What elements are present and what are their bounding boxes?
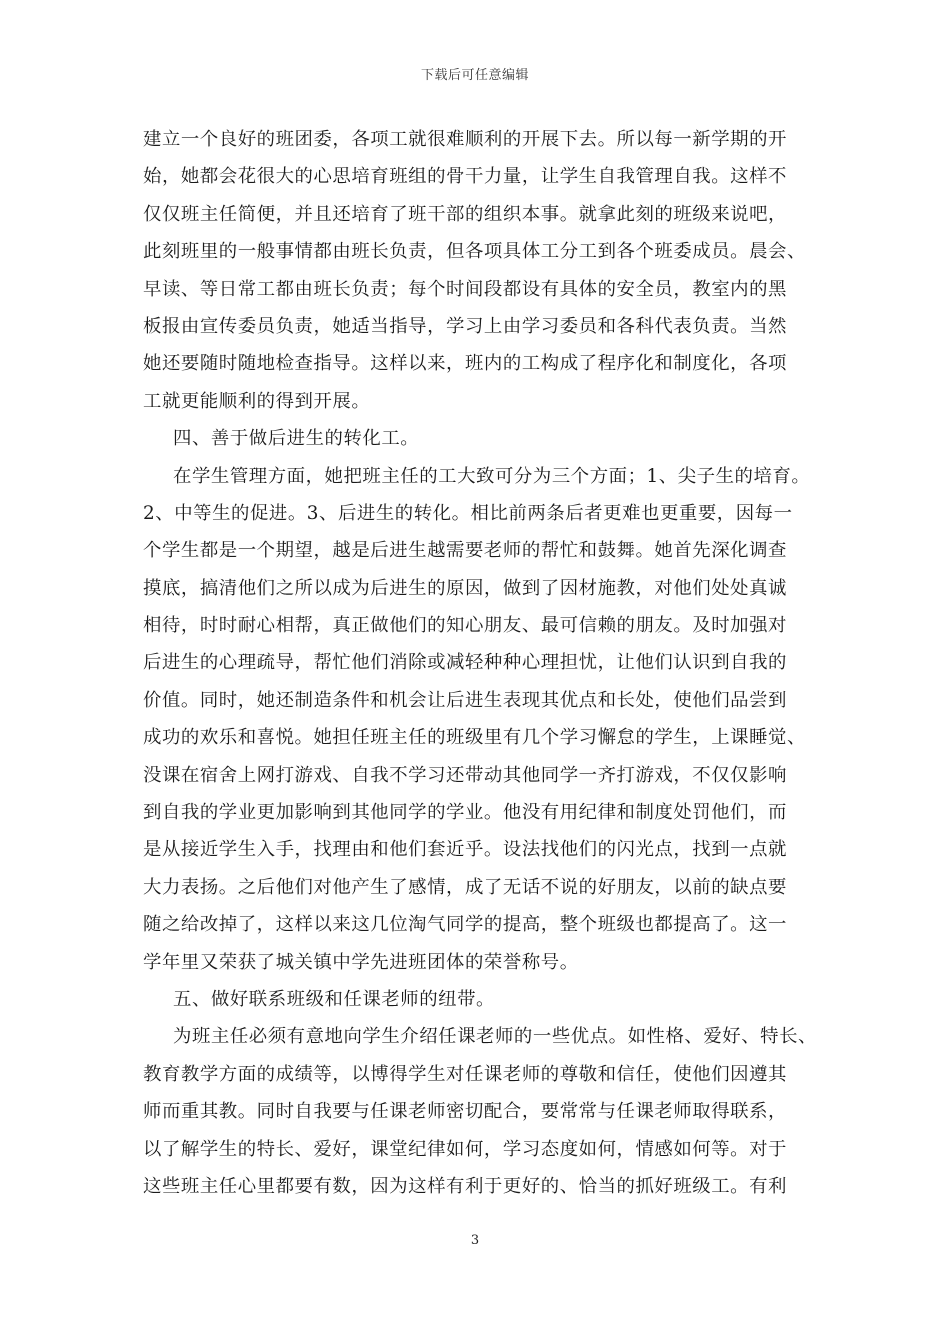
text-line: 随之给改掉了，这样以来这几位淘气同学的提高，整个班级也都提高了。这一: [143, 914, 787, 936]
section-heading: 四、善于做后进生的转化工。: [173, 428, 420, 450]
text-line: 以了解学生的特长、爱好，课堂纪律如何，学习态度如何，情感如何等。对于: [143, 1138, 787, 1160]
text-line: 相待，时时耐心相帮，真正做他们的知心朋友、最可信赖的朋友。及时加强对: [143, 615, 787, 637]
paragraph-start: 为班主任必须有意地向学生介绍任课老师的一些优点。如性格、爱好、特长、: [173, 1026, 817, 1048]
text-line: 没课在宿舍上网打游戏、自我不学习还带动其他同学一齐打游戏，不仅仅影响: [143, 764, 787, 786]
text-line: 仅仅班主任简便，并且还培育了班干部的组织本事。就拿此刻的班级来说吧，: [143, 203, 787, 225]
text-line: 到自我的学业更加影响到其他同学的学业。他没有用纪律和制度处罚他们，而: [143, 802, 787, 824]
text-line: 是从接近学生入手，找理由和他们套近乎。设法找他们的闪光点，找到一点就: [143, 839, 787, 861]
text-line: 个学生都是一个期望，越是后进生越需要老师的帮忙和鼓舞。她首先深化调查: [143, 540, 787, 562]
text-line: 这些班主任心里都要有数，因为这样有利于更好的、恰当的抓好班级工。有利: [143, 1175, 787, 1197]
text-line: 此刻班里的一般事情都由班长负责，但各项具体工分工到各个班委成员。晨会、: [143, 241, 806, 263]
paragraph-start: 在学生管理方面，她把班主任的工大致可分为三个方面；1、尖子生的培育。: [173, 465, 811, 487]
text-line: 她还要随时随地检查指导。这样以来，班内的工构成了程序化和制度化，各项: [143, 353, 787, 375]
page-header: 下载后可任意编辑: [420, 68, 529, 83]
text-line: 建立一个良好的班团委，各项工就很难顺利的开展下去。所以每一新学期的开: [143, 129, 787, 150]
text-line: 后进生的心理疏导，帮忙他们消除或减轻种种心理担忧，让他们认识到自我的: [143, 652, 787, 674]
text-line: 教育教学方面的成绩等，以博得学生对任课老师的尊敬和信任，使他们因遵其: [143, 1063, 787, 1085]
text-line: 始，她都会花很大的心思培育班组的骨干力量，让学生自我管理自我。这样不: [143, 166, 787, 188]
text-line: 板报由宣传委员负责，她适当指导，学习上由学习委员和各科代表负责。当然: [143, 315, 787, 337]
section-heading: 五、做好联系班级和任课老师的纽带。: [173, 988, 495, 1010]
text-line: 工就更能顺利的得到开展。: [143, 390, 371, 412]
text-line: 学年里又荣获了城关镇中学先进班团体的荣誉称号。: [143, 951, 579, 973]
text-line: 大力表扬。之后他们对他产生了感情，成了无话不说的好朋友，以前的缺点要: [143, 876, 787, 898]
text-line: 成功的欢乐和喜悦。她担任班主任的班级里有几个学习懈怠的学生，上课睡觉、: [143, 727, 806, 749]
text-line: 早读、等日常工都由班长负责；每个时间段都设有具体的安全员，教室内的黑: [143, 278, 787, 300]
page-number: 3: [470, 1233, 480, 1248]
text-line: 价值。同时，她还制造条件和机会让后进生表现其优点和长处，使他们品尝到: [143, 689, 787, 711]
text-line: 2、中等生的促进。3、后进生的转化。相比前两条后者更难也更重要，因每一: [143, 502, 793, 524]
text-line: 摸底，搞清他们之所以成为后进生的原因，做到了因材施教，对他们处处真诚: [143, 577, 787, 599]
document-body: [143, 121, 817, 1205]
text-line: 师而重其教。同时自我要与任课老师密切配合，要常常与任课老师取得联系，: [143, 1101, 787, 1123]
